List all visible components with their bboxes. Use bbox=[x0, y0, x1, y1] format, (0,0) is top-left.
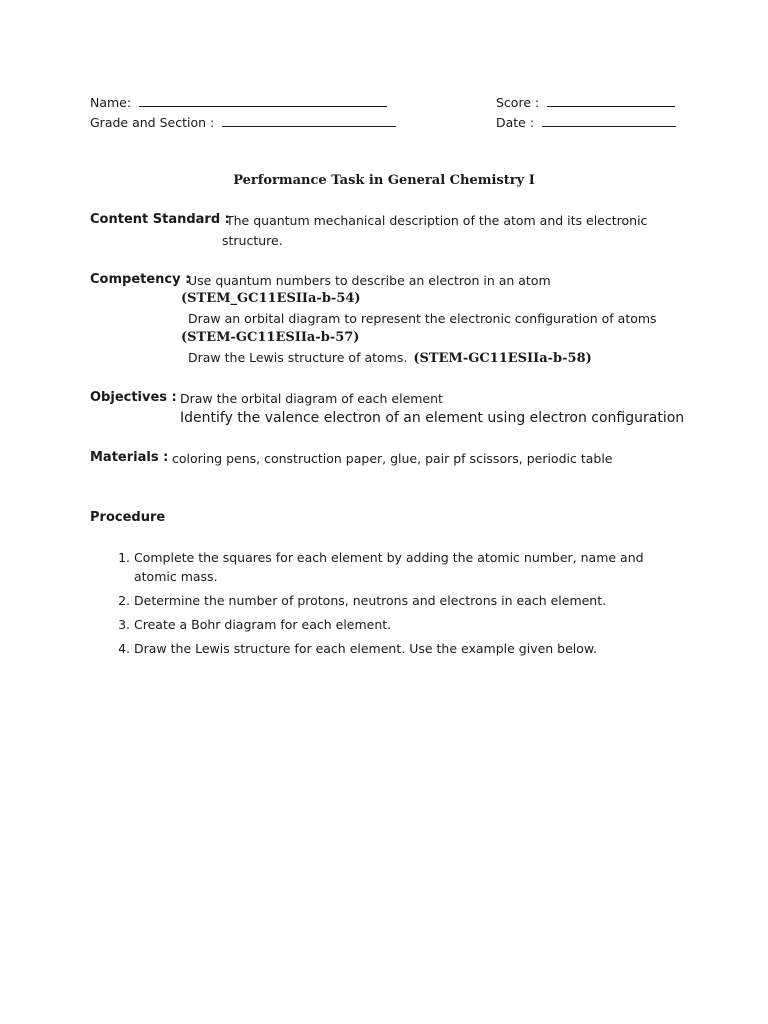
grade-section-field bbox=[90, 114, 396, 130]
procedure-step: 1. Complete the squares for each element by adding the atomic number, name and atomic mass. bbox=[134, 548, 674, 586]
competency-item-1: Use quantum numbers to describe an electron in an atom bbox=[188, 273, 551, 288]
procedure-step: 3. Create a Bohr diagram for each element. bbox=[134, 615, 734, 634]
score-field bbox=[496, 94, 675, 110]
competency-label: Competency : bbox=[90, 272, 191, 287]
procedure-step: 4. Draw the Lewis structure for each element. Use the example given below. bbox=[134, 639, 734, 658]
document-title: Performance Task in General Chemistry I bbox=[233, 173, 535, 188]
competency-item-2: Draw an orbital diagram to represent the electronic configuration of atoms bbox=[188, 311, 657, 326]
grade-section-blank bbox=[222, 114, 396, 127]
score-label: Score : bbox=[496, 95, 540, 110]
competency-item-3-text: Draw the Lewis structure of atoms. bbox=[188, 350, 408, 365]
score-blank bbox=[547, 94, 675, 107]
materials-label: Materials : bbox=[90, 450, 169, 465]
procedure-step: 2. Determine the number of protons, neutrons and electrons in each element. bbox=[134, 591, 734, 610]
date-label: Date : bbox=[496, 115, 535, 130]
date-field bbox=[496, 114, 676, 130]
competency-code-1: (STEM_GC11ESIIa-b-54) bbox=[181, 291, 361, 306]
procedure-list bbox=[90, 548, 734, 663]
content-standard-line1: The quantum mechanical description of the atom and its electronic bbox=[226, 213, 648, 228]
objectives-label: Objectives : bbox=[90, 390, 177, 405]
procedure-heading: Procedure bbox=[90, 510, 166, 525]
competency-code-2: (STEM-GC11ESIIa-b-57) bbox=[181, 330, 360, 345]
date-blank bbox=[542, 114, 676, 127]
content-standard-line2: structure. bbox=[222, 233, 283, 248]
name-label: Name: bbox=[90, 95, 132, 110]
content-standard-label: Content Standard : bbox=[90, 212, 230, 227]
name-blank bbox=[139, 94, 387, 107]
competency-code-3: (STEM-GC11ESIIa-b-58) bbox=[413, 351, 592, 366]
competency-item-3 bbox=[188, 350, 592, 366]
materials-text: coloring pens, construction paper, glue, pair pf scissors, periodic table bbox=[172, 451, 613, 466]
objective-item-1: Draw the orbital diagram of each element bbox=[180, 391, 443, 406]
objective-item-2: Identify the valence electron of an element using electron configuration bbox=[180, 410, 685, 426]
name-field bbox=[90, 94, 387, 110]
grade-section-label: Grade and Section : bbox=[90, 115, 215, 130]
